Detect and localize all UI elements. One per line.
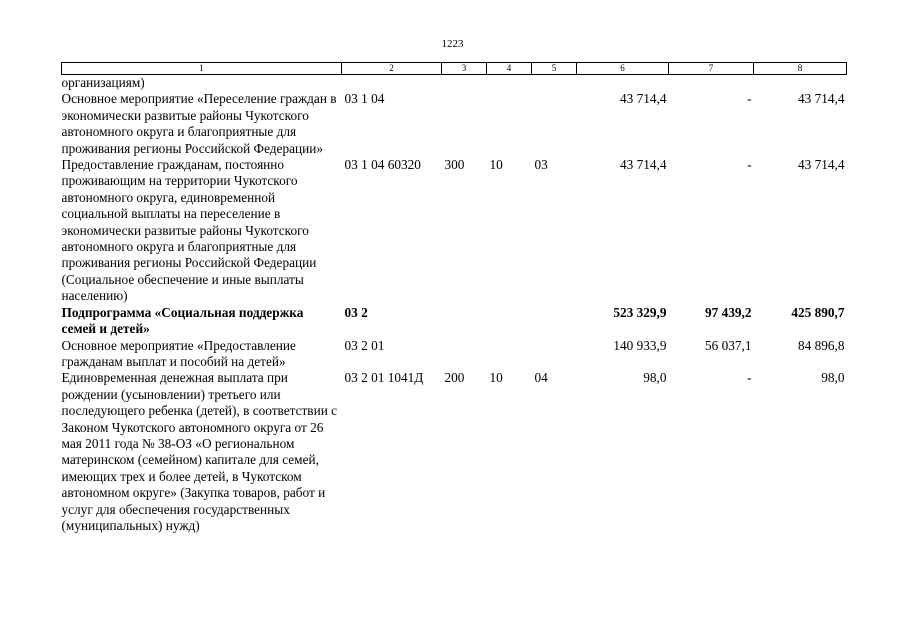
row-name-cell: организациям)	[61, 75, 145, 90]
federal-amount-cell: -	[747, 157, 752, 173]
subsection-cell	[532, 305, 577, 338]
section-cell	[487, 305, 532, 338]
row-name-cell: Подпрограмма «Социальная поддержка семей и детей»	[61, 304, 304, 337]
budget-code-cell: 03 1 04	[344, 91, 385, 107]
regional-amount-cell: 425 890,7	[791, 304, 845, 320]
subsection-cell	[532, 338, 577, 371]
section-cell: 10	[489, 370, 503, 386]
table-row	[62, 91, 847, 157]
column-header: 1	[62, 63, 342, 75]
expense-type-cell: 300	[444, 157, 465, 173]
total-amount-cell: 43 714,4	[619, 157, 667, 173]
subsection-cell	[532, 91, 577, 157]
federal-amount-cell: 97 439,2	[704, 304, 752, 320]
column-header: 4	[487, 63, 532, 75]
column-header: 7	[669, 63, 754, 75]
section-cell	[487, 338, 532, 371]
total-amount-cell: 98,0	[643, 370, 667, 386]
regional-amount-cell: 43 714,4	[797, 91, 845, 107]
section-cell: 10	[489, 157, 503, 173]
regional-amount-cell: 43 714,4	[797, 157, 845, 173]
row-name-cell: Единовременная денежная выплата при рождении (усыновлении) третьего или последующего ребенка (детей), в соответствии с Законом Чукотского автономного округа от 26 мая 2011 года № 38-ОЗ «О региональном материнском (семейном) капитале для семей, имеющих трех и более детей, в Чукотском автономном округе» (Закупка товаров, работ и услуг для обеспечения государственных (муниципальных) нужд)	[61, 370, 338, 533]
regional-amount-cell: 98,0	[821, 370, 845, 386]
budget-code-cell	[342, 75, 442, 92]
table-row	[62, 305, 847, 338]
subsection-cell: 03	[534, 157, 548, 173]
section-cell	[487, 75, 532, 92]
budget-code-cell: 03 2 01 1041Д	[344, 370, 424, 386]
table-row	[62, 338, 847, 371]
budget-code-cell: 03 2 01	[344, 337, 385, 353]
total-amount-cell	[577, 75, 669, 92]
column-header: 8	[754, 63, 847, 75]
total-amount-cell: 140 933,9	[613, 337, 667, 353]
subsection-cell: 04	[534, 370, 548, 386]
expense-type-cell	[442, 305, 487, 338]
section-cell	[487, 91, 532, 157]
expense-type-cell: 200	[444, 370, 465, 386]
table-row	[62, 75, 847, 92]
column-header: 5	[532, 63, 577, 75]
budget-code-cell: 03 2	[344, 304, 368, 320]
subsection-cell	[532, 75, 577, 92]
regional-amount-cell	[754, 75, 847, 92]
row-name-cell: Основное мероприятие «Предоставление гражданам выплат и пособий на детей»	[61, 337, 296, 369]
total-amount-cell: 43 714,4	[619, 91, 667, 107]
federal-amount-cell: 56 037,1	[704, 337, 752, 353]
federal-amount-cell: -	[747, 91, 752, 107]
table-header-row	[62, 63, 847, 75]
table-row	[62, 370, 847, 534]
expense-type-cell	[442, 338, 487, 371]
row-name-cell: Предоставление гражданам, постоянно проживающим на территории Чукотского автономного округа, единовременной социальной выплаты на переселение в экономически развитые районы Чукотского автономного округа и благоприятные для проживания регионы Российской Федерации (Социальное обеспечение и иные выплаты населению)	[61, 157, 317, 304]
regional-amount-cell: 84 896,8	[797, 337, 845, 353]
column-header: 2	[342, 63, 442, 75]
expense-type-cell	[442, 91, 487, 157]
budget-table	[61, 62, 847, 534]
budget-code-cell: 03 1 04 60320	[344, 157, 421, 173]
column-header: 3	[442, 63, 487, 75]
column-header: 6	[577, 63, 669, 75]
federal-amount-cell	[669, 75, 754, 92]
federal-amount-cell: -	[747, 370, 752, 386]
row-name-cell: Основное мероприятие «Переселение граждан в экономически развитые районы Чукотского автономного округа и благоприятные для проживания регионы Российской Федерации»	[61, 91, 337, 156]
expense-type-cell	[442, 75, 487, 92]
total-amount-cell: 523 329,9	[613, 304, 667, 320]
page-number: 1223	[441, 38, 464, 50]
table-row	[62, 157, 847, 305]
